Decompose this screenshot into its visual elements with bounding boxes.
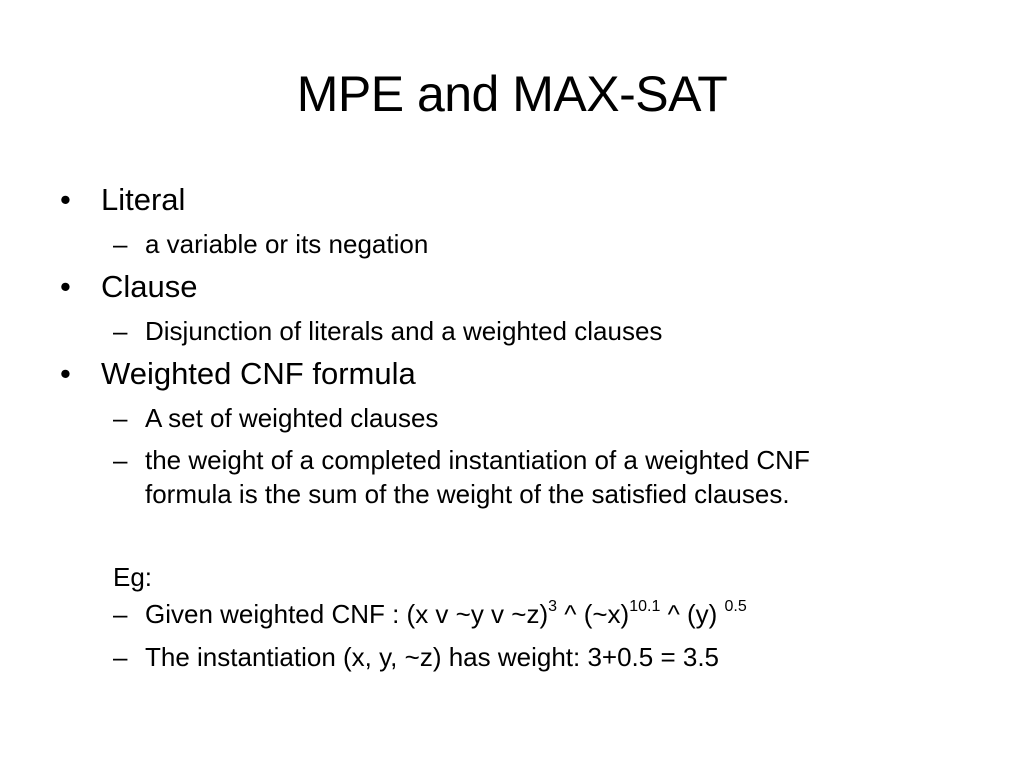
bullet-clause xyxy=(0,268,1024,306)
example-given-cnf xyxy=(0,597,1024,631)
dash-marker: – xyxy=(113,445,128,475)
bullet-weighted-cnf-text: Weighted CNF formula xyxy=(101,356,416,391)
bullet-marker: • xyxy=(60,356,71,391)
subitem-literal-definition-text: a variable or its negation xyxy=(145,229,429,259)
bullet-clause-text: Clause xyxy=(101,269,198,304)
bullet-literal-text: Literal xyxy=(101,182,186,217)
example-clause-3: ^ (y) xyxy=(660,599,725,629)
subitem-set-of-clauses-text: A set of weighted clauses xyxy=(145,403,439,433)
example-instantiation xyxy=(0,640,1024,674)
example-weight-2: 10.1 xyxy=(629,598,661,616)
example-weight-3: 0.5 xyxy=(724,598,747,616)
example-given-prefix: Given weighted CNF : (x v ~y v ~z) xyxy=(145,599,549,629)
subitem-weight-definition-continued xyxy=(0,477,1024,511)
subitem-clause-definition xyxy=(0,314,1024,348)
bullet-literal xyxy=(0,181,1024,219)
dash-marker: – xyxy=(113,403,128,433)
bullet-marker: • xyxy=(60,182,71,217)
bullet-weighted-cnf xyxy=(0,355,1024,393)
example-clause-2: ^ (~x) xyxy=(557,599,630,629)
subitem-set-of-clauses xyxy=(0,401,1024,435)
dash-marker: – xyxy=(113,599,128,629)
example-label xyxy=(0,560,1024,594)
dash-marker: – xyxy=(113,229,128,259)
dash-marker: – xyxy=(113,316,128,346)
bullet-marker: • xyxy=(60,269,71,304)
example-weight-1: 3 xyxy=(548,598,558,616)
subitem-weight-definition-continued-text: formula is the sum of the weight of the satisfied clauses. xyxy=(145,479,790,509)
dash-marker: – xyxy=(113,642,128,672)
slide-title: MPE and MAX-SAT xyxy=(296,66,728,122)
subitem-literal-definition xyxy=(0,227,1024,261)
subitem-weight-definition-text: the weight of a completed instantiation of a weighted CNF xyxy=(145,445,810,475)
example-label-text: Eg: xyxy=(113,562,153,592)
subitem-weight-definition xyxy=(0,443,1024,477)
subitem-clause-definition-text: Disjunction of literals and a weighted clauses xyxy=(145,316,663,346)
example-instantiation-text: The instantiation (x, y, ~z) has weight: 3+0.5 = 3.5 xyxy=(145,642,720,672)
example-given-cnf-text xyxy=(145,597,747,631)
